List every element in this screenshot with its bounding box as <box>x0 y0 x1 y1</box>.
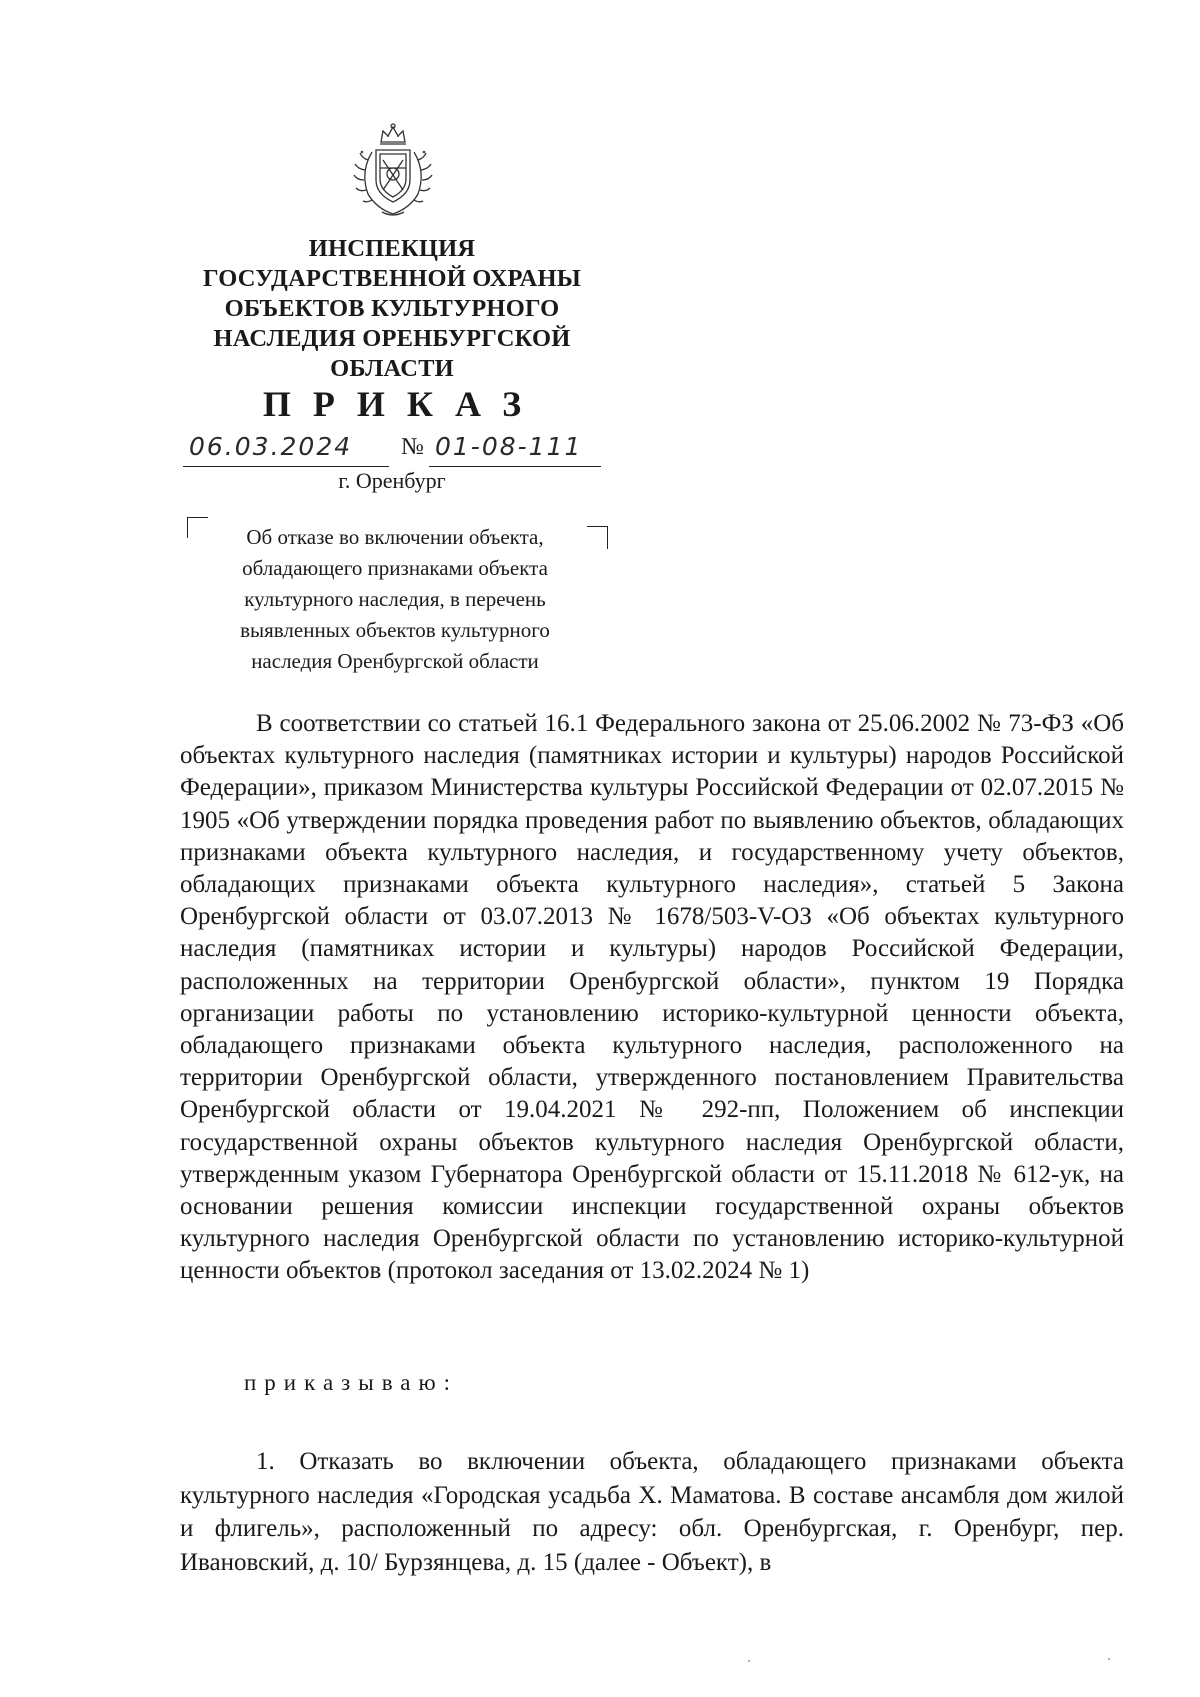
organization-name <box>180 234 604 384</box>
subject-line: Об отказе во включении объекта, <box>246 525 544 549</box>
subject-line: обладающего признаками объекта <box>242 556 548 580</box>
scan-speck <box>748 1660 750 1662</box>
subject-line: выявленных объектов культурного <box>240 618 550 642</box>
number-sign: № <box>401 434 424 460</box>
org-line: НАСЛЕДИЯ ОРЕНБУРГСКОЙ <box>213 325 571 352</box>
scan-speck <box>1108 1658 1110 1660</box>
city-of-issue: г. Оренбург <box>338 468 446 493</box>
date-underline <box>183 466 389 467</box>
org-line: ГОСУДАРСТВЕННОЙ ОХРАНЫ <box>203 265 581 292</box>
date-number-line <box>183 432 603 472</box>
subject-line: культурного наследия, в перечень <box>244 587 546 611</box>
order-verb: приказываю: <box>244 1370 459 1395</box>
handwritten-date: 06.03.2024 <box>189 432 353 461</box>
org-line: ОБЪЕКТОВ КУЛЬТУРНОГО <box>224 295 560 322</box>
org-line: ИНСПЕКЦИЯ <box>308 235 476 262</box>
order-item-1: 1. Отказать во включении объекта, обладающего признаками объекта культурного наследия «Городская усадьба Х. Маматова. В составе ансамбля дом жилой и флигель», расположенный по адресу: обл. Оренбургская, г. Оренбург, пер. Ивановский, д. 10/ Бурзянцева, д. 15 (далее - Объект), в <box>180 1448 1124 1576</box>
document-type-title: ПРИКАЗ <box>262 384 544 424</box>
subject-line: наследия Оренбургской области <box>251 649 539 673</box>
subject-corner-bracket-right <box>587 526 608 549</box>
org-line: ОБЛАСТИ <box>330 355 454 382</box>
coat-of-arms-icon <box>352 122 434 220</box>
handwritten-number: 01-08-111 <box>435 432 583 461</box>
document-subject <box>205 522 585 677</box>
number-underline <box>429 466 601 467</box>
preamble-paragraph: В соответствии со статьей 16.1 Федерального закона от 25.06.2002 № 73-ФЗ «Об объектах культурного наследия (памятниках истории и культуры) народов Российской Федерации», приказом Министерства культуры Российской Федерации от 02.07.2015 № 1905 «Об утверждении порядка проведения работ по выявлению объектов, обладающих признаками объекта культурного наследия, и государственному учету объектов, обладающих признаками объекта культурного наследия», статьей 5 Закона Оренбургской области от 03.07.2013 № 1678/503-V-ОЗ «Об объектах культурного наследия (памятниках истории и культуры) народов Российской Федерации, расположенных на территории Оренбургской области», пунктом 19 Порядка организации работы по установлению историко-культурной ценности объекта, обладающего признаками объекта культурного наследия, расположенного на территории Оренбургской области, утвержденного постановлением Правительства Оренбургской области от 19.04.2021 № 292-пп, Положением об инспекции государственной охраны объектов культурного наследия Оренбургской области, утвержденным указом Губернатора Оренбургской области от 15.11.2018 № 612-ук, на основании решения комиссии инспекции государственной охраны объектов культурного наследия Оренбургской области по установлению историко-культурной ценности объектов (протокол заседания от 13.02.2024 № 1) <box>180 710 1124 1285</box>
